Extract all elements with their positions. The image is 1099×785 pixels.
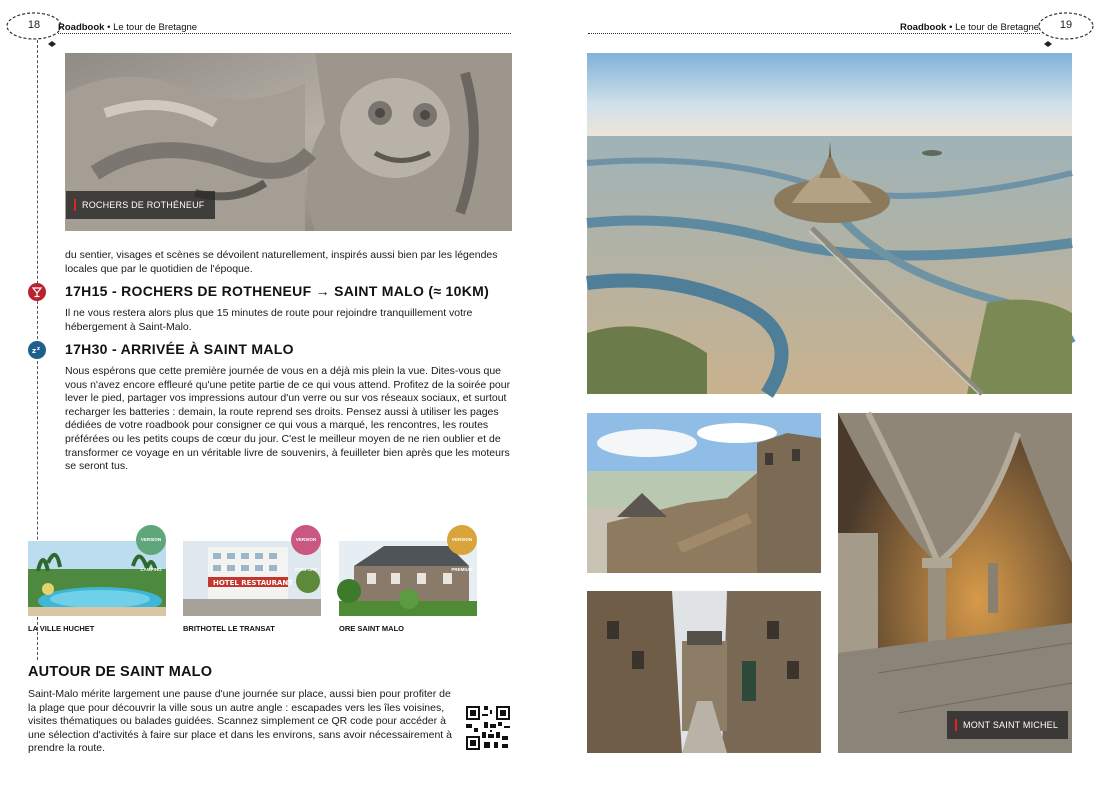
version-badge: VERSION CONFORT <box>291 525 321 555</box>
header-subtitle: Le tour de Bretagne <box>113 22 198 33</box>
version-badge: VERSION CAMPING <box>136 525 166 555</box>
hotel-name: BRITHOTEL LE TRANSAT <box>183 624 275 633</box>
step-title: 17H15 - ROCHERS DE ROTHENEUF → SAINT MALO (≈ 10KM) <box>65 283 490 299</box>
header-brand: Roadbook <box>58 22 105 33</box>
qr-code[interactable] <box>464 704 512 752</box>
hotel-sign: HOTEL RESTAURANT <box>213 579 294 587</box>
header-brand: Roadbook <box>900 22 947 33</box>
step-title: 17H30 - ARRIVÉE À SAINT MALO <box>65 341 294 357</box>
header-separator: • <box>107 22 111 33</box>
hotel-name: LA VILLE HUCHET <box>28 624 95 633</box>
ramparts-photo <box>587 413 821 573</box>
cocktail-icon <box>28 283 46 301</box>
section-paragraph: Saint-Malo mérite largement une pause d'une journée sur place, aussi bien pour profiter de la plage que pour découvrir la ville sous un autre angle : escapades vers les îles voisines, visites thématiques ou balades guidées. Scannez simplement ce QR code pour accéder à une sélection d'activités à faire sur place et dans les environs, sans avoir nécessairement à prendre la route. <box>28 688 452 755</box>
page-number: 18 <box>27 19 41 31</box>
running-header <box>58 22 197 33</box>
version-badge: VERSION PREMIUM <box>447 525 477 555</box>
intro-paragraph: du sentier, visages et scènes se dévoilent naturellement, inspirés aussi bien par les légendes locales que par le quotidien de l'époque. <box>65 249 498 275</box>
header-rule <box>588 33 1040 34</box>
abbey-crypt-photo <box>838 413 1072 753</box>
sleep-icon <box>28 341 46 359</box>
village-street-photo <box>587 591 821 753</box>
running-header <box>900 22 1039 33</box>
svg-text:z: z <box>32 347 37 355</box>
header-separator: • <box>949 22 953 33</box>
page-number: 19 <box>1059 19 1073 31</box>
header-subtitle: Le tour de Bretagne <box>955 22 1040 33</box>
section-title: AUTOUR DE SAINT MALO <box>28 664 213 680</box>
mont-saint-michel-aerial-photo <box>587 53 1072 394</box>
header-rule <box>58 33 511 34</box>
photo-caption: MONT SAINT MICHEL <box>947 711 1068 739</box>
svg-text:z: z <box>37 346 40 352</box>
hotel-name: ORE SAINT MALO <box>339 624 404 633</box>
step-text: Il ne vous restera alors plus que 15 minutes de route pour rejoindre tranquillement votre hébergement à Saint-Malo. <box>65 307 473 333</box>
step-text: Nous espérons que cette première journée de vous en a déjà mis plein la vue. Dites-vous que vous n'avez encore effleuré qu'une petite partie de ce qui vous attend. Profitez de la soirée pour lever le pied, partager vos impressions autour d'un verre ou sur vos réseaux sociaux, et surtout recharger les batteries : demain, la route reprend ses droits. Pensez aussi à utiliser les pages dédiées de votre roadbook pour consigner ce qui vous a marqué, les rencontres, les routes préférées ou les petits coups de cœur du jour. C'est le meilleur moyen de ne rien oublier et de transformer ce voyage en un véritable livre de souvenirs, à feuilleter bien après que les moteurs se seront tus. <box>65 365 511 473</box>
photo-caption: ROCHERS DE ROTHÉNEUF <box>66 191 215 219</box>
